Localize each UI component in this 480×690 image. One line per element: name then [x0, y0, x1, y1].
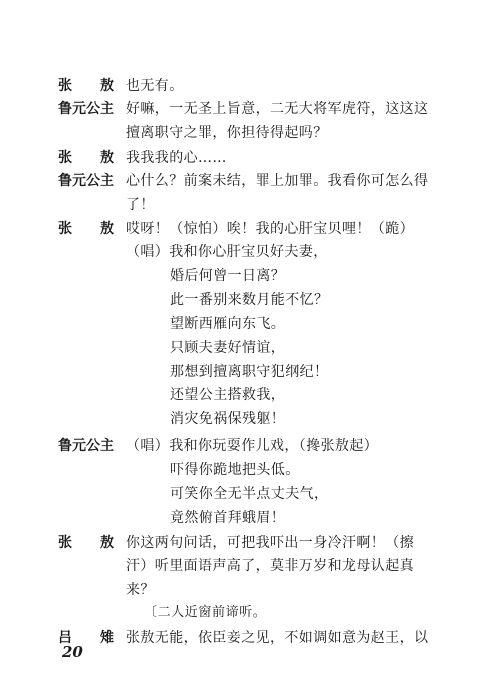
dialogue-text: 来？ [126, 582, 155, 598]
dialogue-text: （唱）我和你玩耍作儿戏，（搀张敖起） [126, 438, 379, 454]
script-line [0, 147, 480, 169]
script-line [0, 602, 480, 624]
script-line [0, 555, 480, 577]
verse-line: 婚后何曾一日离？ [170, 268, 286, 284]
script-line [0, 579, 480, 601]
dialogue-text: 擅离职守之罪，你担待得起吗？ [126, 125, 328, 141]
script-line [0, 361, 480, 383]
script-line [0, 483, 480, 505]
verse-line: 那想到擅离职守犯纲纪！ [170, 364, 329, 380]
verse-line: 望断西雁向东飞。 [170, 316, 286, 332]
dialogue-text: 了！ [126, 197, 155, 213]
verse-line: 吓得你跪地把头低。 [170, 462, 300, 478]
script-line [0, 218, 480, 240]
script-line [0, 75, 480, 97]
verse-line: 还望公主搭救我， [170, 387, 286, 403]
script-line [0, 313, 480, 335]
speaker-name: 张敖 [58, 78, 142, 94]
script-line [0, 265, 480, 287]
dialogue-text: 哎呀！（惊怕）唉！我的心肝宝贝哩！（跪） [126, 221, 414, 237]
script-line [0, 194, 480, 216]
script-line [0, 98, 480, 120]
speaker-name: 张敖 [58, 221, 142, 237]
speaker-name: 鲁元公主 [58, 101, 114, 117]
verse-line: 消灾免祸保残躯！ [170, 411, 286, 427]
dialogue-text: 心什么？前案未结，罪上加罪。我看你可怎么得 [126, 173, 429, 189]
script-line [0, 337, 480, 359]
verse-line: 此一番别来数月能不忆？ [170, 292, 329, 308]
script-line [0, 532, 480, 554]
speaker-name: 张敖 [58, 535, 142, 551]
speaker-name: 鲁元公主 [58, 438, 114, 454]
script-line [0, 289, 480, 311]
script-line [0, 384, 480, 406]
speaker-name: 张敖 [58, 150, 142, 166]
dialogue-text: 张敖无能，依臣妾之见，不如调如意为赵王，以 [126, 630, 429, 646]
script-line [0, 241, 480, 263]
verse-line: 可笑你全无半点丈夫气， [170, 486, 329, 502]
verse-line: 只顾夫妻好情谊， [170, 340, 286, 356]
verse-line: 竟然俯首拜蛾眉！ [170, 510, 286, 526]
script-line [0, 122, 480, 144]
stage-direction: 〔二人近窗前谛听。 [144, 605, 267, 620]
speaker-name: 鲁元公主 [58, 173, 114, 189]
script-line [0, 408, 480, 430]
script-line [0, 170, 480, 192]
script-line [0, 459, 480, 481]
dialogue-text: 汗）听里面语声高了，莫非万岁和龙母认起真 [126, 558, 414, 574]
dialogue-text: 也无有。 [126, 78, 184, 94]
speaker-name: 吕雉 [58, 630, 142, 646]
dialogue-text: 你这两句问话，可把我吓出一身冷汗啊！（擦 [126, 535, 414, 551]
dialogue-text: （唱）我和你心肝宝贝好夫妻， [126, 244, 328, 260]
dialogue-text: 好嘛，一无圣上旨意，二无大将军虎符，这这这 [126, 101, 429, 117]
script-line [0, 507, 480, 529]
page-number: 20 [62, 643, 83, 661]
dialogue-text: 我我我的心…… [126, 150, 227, 166]
script-line [0, 435, 480, 457]
